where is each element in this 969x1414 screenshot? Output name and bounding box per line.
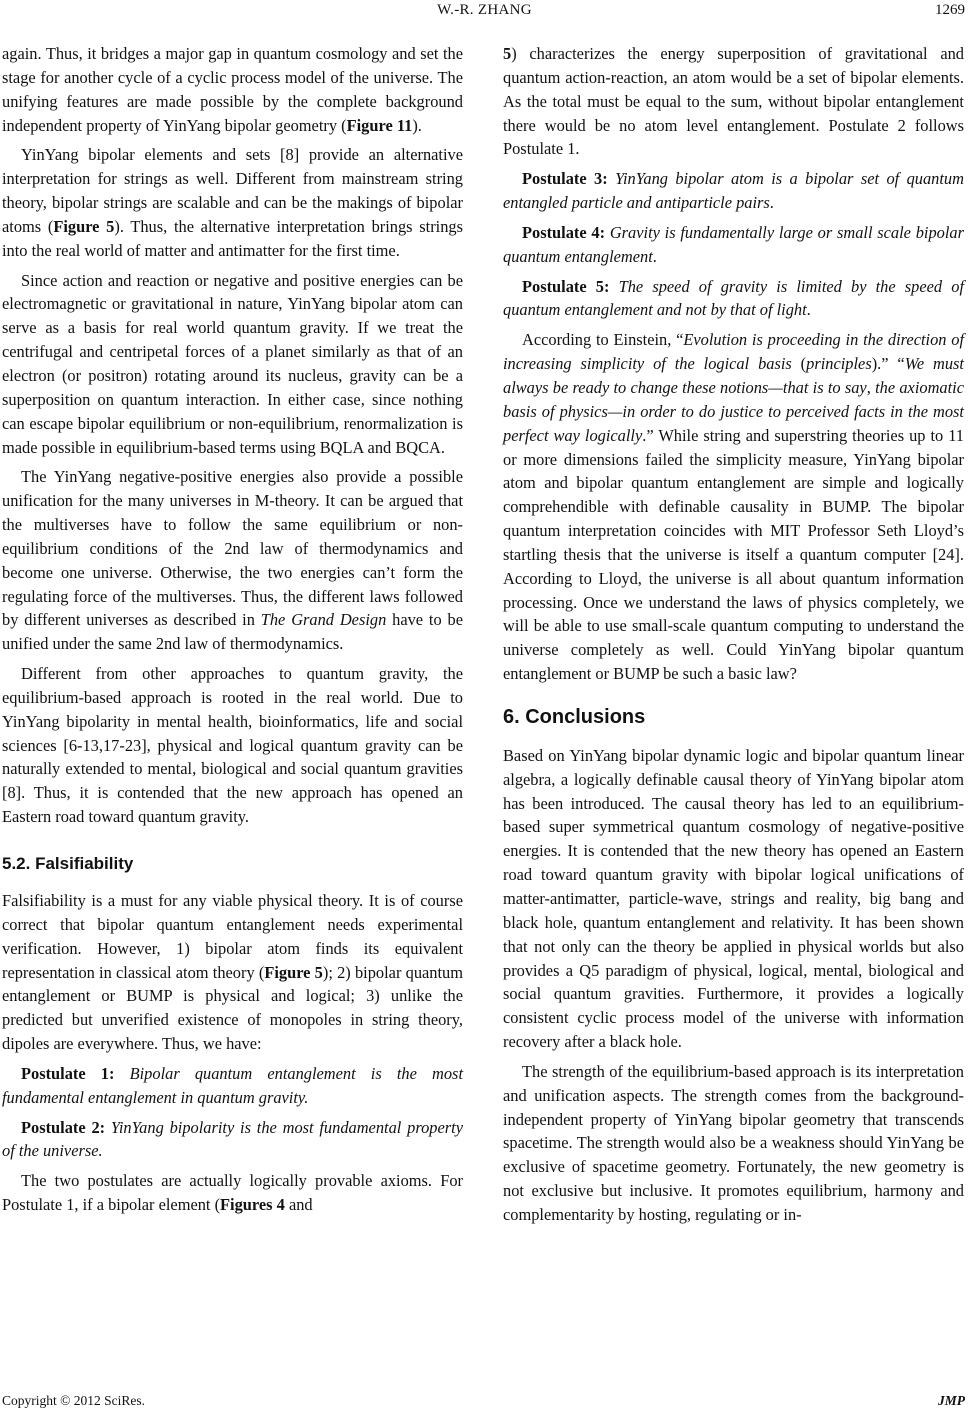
postulate-text: Gravity is fundamentally large or small scale bipolar quantum entanglement (503, 222, 964, 266)
postulate-label: Postulate 2: (21, 1117, 106, 1137)
postulate (2, 1062, 463, 1110)
left-column (2, 42, 463, 1217)
paragraph: 5) characterizes the energy superposition of gravitational and quantum action-reaction, an atom would be a set of bipolar elements. As the total must be equal to the sum, without bipolar entanglement there would be no atom level entanglement. Postulate 2 follows Postulate 1. (503, 44, 964, 159)
page-header (0, 0, 969, 30)
paragraph: Falsifiability is a must for any viable physical theory. It is of course correct that bipolar quantum entanglement needs experimental verification. However, 1) bipolar atom finds its equivalent representation in classical atom theory (Figure 5); 2) bipolar quantum entanglement or BUMP is physical and logical; 3) unlike the predicted but unverified existence of monopoles in string theory, dipoles are everywhere. Thus, we have: (2, 891, 463, 1054)
paragraph: The YinYang negative-positive energies also provide a possible unification for the many universes in M-theory. It can be argued that the multiverses have to follow the same equilibrium or non-equilibrium conditions of the 2nd law of thermodynamics and become one universe. Otherwise, the two energies can’t form the regulating force of the multiverses. Thus, the different laws followed by different universes as described in The Grand Design have to be unified under the same 2nd law of thermodynamics. (2, 467, 463, 654)
right-column (503, 42, 964, 1227)
quotation: the axiomatic basis of physics—in order to do justice to perceived facts in the most perfect way logically (503, 377, 964, 445)
postulate: Postulate 3: YinYang bipolar atom is a bipolar set of quantum entangled particle and antiparticle pairs. (503, 169, 964, 213)
paragraph: The two postulates are actually logically provable axioms. For Postulate 1, if a bipolar element (Figures 4 and (2, 1171, 463, 1215)
page-number: 1269 (935, 2, 965, 18)
postulate-text: The speed of gravity is limited by the speed of quantum entanglement and not by that of light (503, 276, 964, 320)
postulate-label: Postulate 1: (21, 1063, 115, 1083)
figure-reference[interactable]: 5 (503, 44, 512, 63)
postulate-label: Postulate 5: (522, 276, 610, 296)
postulate-label: Postulate 4: (522, 222, 606, 242)
page-footer (0, 1393, 969, 1413)
book-title: The Grand Design (260, 610, 387, 630)
figure-reference[interactable]: Figures 4 (220, 1195, 285, 1215)
section-heading: 6. Conclusions (503, 705, 646, 728)
figure-reference[interactable]: Figure 11 (346, 115, 413, 135)
postulate-text: YinYang bipolar atom is a bipolar set of quantum entangled particle and antiparticle pairs (503, 169, 964, 213)
postulate-text: YinYang bipolarity is the most fundamental property of the universe. (2, 1117, 463, 1161)
paragraph: again. Thus, it bridges a major gap in quantum cosmology and set the stage for another cycle of a cyclic process model of the universe. The unifying features are made possible by the complete background independent property of YinYang bipolar geometry (Figure 11). (2, 44, 463, 135)
quotation: Evolution is proceeding in the direction of increasing simplicity of the logical basis (503, 330, 964, 374)
section-heading: 5.2. Falsifiability (2, 854, 134, 873)
postulate: Postulate 4: Gravity is fundamentally large or small scale bipolar quantum entanglement. (503, 222, 964, 266)
postulate-label: Postulate 3: (522, 169, 608, 189)
figure-reference[interactable]: Figure 5 (53, 216, 115, 236)
paragraph: The strength of the equilibrium-based approach is its interpretation and unification aspects. The strength comes from the background-independent property of YinYang bipolar geometry that transcends spacetime. The strength would also be a weakness should YinYang be exclusive of spacetime geometry. Fortunately, the new geometry is not exclusive but inclusive. It promotes equilibrium, harmony and complementarity by hosting, regulating or in- (503, 1061, 964, 1224)
postulate (2, 1116, 463, 1164)
quotation: principles (806, 354, 872, 374)
paragraph: Since action and reaction or negative and positive energies can be electromagnetic or gravitational in nature, YinYang bipolar atom can serve as a basis for real world quantum gravity. If we treat the centrifugal and centripetal forces of a planet similarly as that of an electron (or positron) rotating around its nucleus, gravity can be a superposition on quantum interaction. In either case, since nothing can escape bipolar equilibrium or non-equilibrium, renormalization is made possible in equilibrium-based terms using BQLA and BQCA. (2, 270, 463, 457)
quotation: We must always be ready to change these notions—that is to say (503, 354, 964, 397)
paragraph: Different from other approaches to quantum gravity, the equilibrium-based approach is rooted in the real world. Due to YinYang bipolarity in mental health, bioinformatics, life and social sciences [6-13,17-23], physical and logical quantum gravity can be naturally extended to mental, biological and social quantum gravities [8]. Thus, it is contended that the new approach has opened an Eastern road toward quantum gravity. (2, 664, 463, 827)
paragraph: Based on YinYang bipolar dynamic logic and bipolar quantum linear algebra, a logically definable causal theory of YinYang bipolar atom has been introduced. The causal theory has led to an equilibrium-based super symmetrical quantum cosmology of negative-positive energies. It is contended that the new theory has opened an Eastern road toward quantum gravity with bipolar logical unifications of matter-antimatter, particle-wave, strings and reality, big bang and black hole, quantum entanglement and relativity. It has been shown that not only can the theory be applied in physical worlds but also provides a Q5 paradigm of physical, logical, mental, biological and social quantum gravities. Furthermore, it provides a logically consistent cyclic process model of the universe with information recovery after a black hole. (503, 745, 964, 1052)
paragraph: According to Einstein, “Evolution is proceeding in the direction of increasing simplicity of the logical basis (principles).” “We must always be ready to change these notions—that is to say, the axiomatic basis of physics—in order to do justice to perceived facts in the most perfect way logically.” While string and superstring theories up to 11 or more dimensions failed the simplicity measure, YinYang bipolar atom and bipolar quantum entanglement are simple and logically comprehendible with definable causality in BUMP. The bipolar quantum interpretation coincides with MIT Professor Seth Lloyd’s startling thesis that the universe is itself a quantum computer [24]. According to Lloyd, the universe is all about quantum information processing. Once we understand the laws of physics completely, we will be able to use small-scale quantum computing to understand the universe completely as well. Could YinYang bipolar quantum entanglement or BUMP be such a basic law? (503, 330, 964, 684)
journal-abbreviation: JMP (938, 1393, 965, 1408)
copyright-notice: Copyright © 2012 SciRes. (2, 1393, 146, 1408)
postulate: Postulate 5: The speed of gravity is limited by the speed of quantum entanglement and not by that of light. (503, 276, 964, 320)
postulate-text: Bipolar quantum entanglement is the most fundamental entanglement in quantum gravity. (2, 1063, 463, 1107)
figure-reference[interactable]: Figure 5 (264, 962, 323, 982)
running-author: W.-R. ZHANG (437, 2, 532, 18)
paragraph: YinYang bipolar elements and sets [8] provide an alternative interpretation for strings as well. Different from mainstream string theory, bipolar strings are scalable and can be the makings of bipolar atoms (Figure 5). Thus, the alternative interpretation brings strings into the real world of matter and antimatter for the first time. (2, 145, 463, 260)
